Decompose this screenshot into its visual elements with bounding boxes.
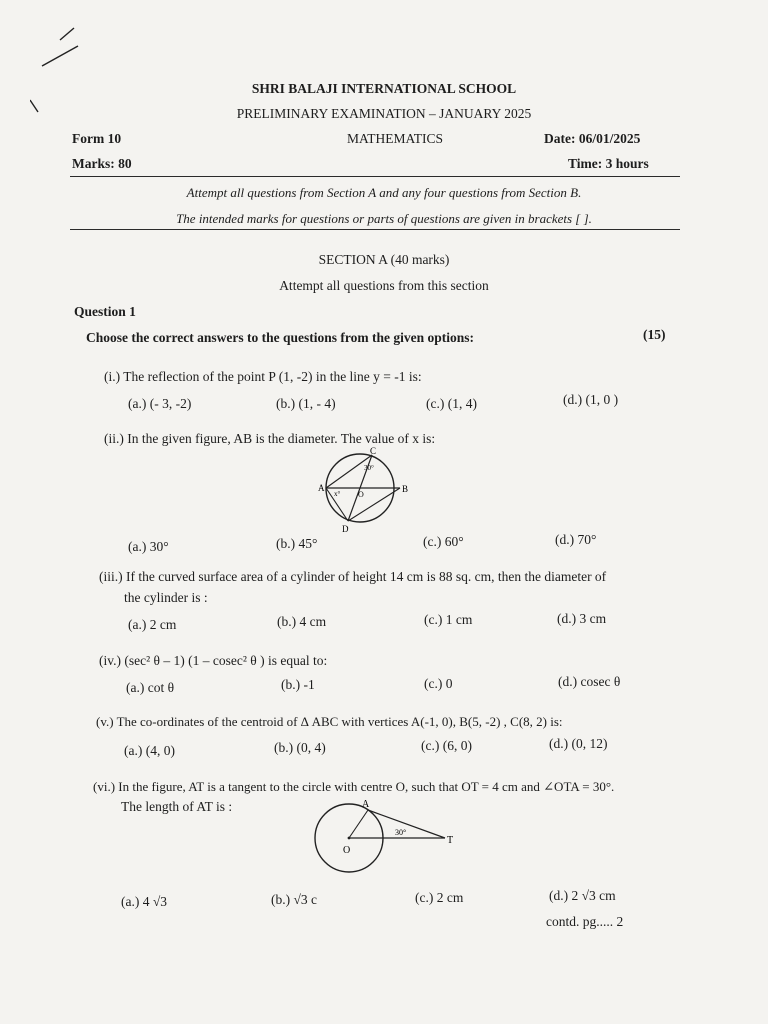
instruction-line-1: Attempt all questions from Section A and any four questions from Section B. bbox=[186, 185, 582, 200]
pen-marks bbox=[30, 20, 90, 140]
question-iv-stem: (iv.) (sec² θ – 1) (1 – cosec² θ ) is equal to: bbox=[99, 653, 328, 668]
option-i-d: (d.) (1, 0 ) bbox=[563, 392, 619, 407]
label-a: A bbox=[362, 799, 370, 810]
label-o: O bbox=[358, 490, 364, 499]
question-label: Question 1 bbox=[74, 304, 136, 319]
angle-30-label: 30° bbox=[395, 828, 407, 837]
option-iv-a: (a.) cot θ bbox=[126, 680, 175, 695]
label-b: B bbox=[402, 484, 409, 494]
label-c: C bbox=[370, 446, 377, 456]
radius-oa bbox=[349, 810, 368, 838]
option-iii-a: (a.) 2 cm bbox=[128, 617, 177, 632]
label-t: T bbox=[447, 835, 454, 846]
question-vi-stem-2: The length of AT is : bbox=[121, 799, 233, 814]
option-iii-b: (b.) 4 cm bbox=[277, 614, 327, 629]
option-v-d: (d.) (0, 12) bbox=[549, 736, 608, 751]
marks-label: Marks: 80 bbox=[72, 156, 132, 171]
time-label: Time: 3 hours bbox=[568, 156, 649, 171]
option-vi-c: (c.) 2 cm bbox=[415, 890, 464, 905]
label-d: D bbox=[342, 524, 349, 534]
option-iii-d: (d.) 3 cm bbox=[557, 611, 607, 626]
option-vi-b: (b.) √3 c bbox=[271, 892, 318, 907]
section-subtitle: Attempt all questions from this section bbox=[279, 278, 489, 293]
form-label: Form 10 bbox=[72, 131, 122, 146]
option-ii-a: (a.) 30° bbox=[128, 539, 169, 554]
label-a: A bbox=[318, 483, 325, 493]
question-ii-stem: (ii.) In the given figure, AB is the diameter. The value of x is: bbox=[104, 431, 436, 446]
section-title: SECTION A (40 marks) bbox=[318, 252, 450, 267]
angle-x-label: x° bbox=[334, 490, 341, 498]
angle-30-label: 30° bbox=[364, 464, 374, 472]
option-ii-d: (d.) 70° bbox=[555, 532, 597, 547]
option-iii-c: (c.) 1 cm bbox=[424, 612, 473, 627]
option-vi-a: (a.) 4 √3 bbox=[121, 894, 168, 909]
question-marks: (15) bbox=[643, 327, 666, 342]
option-ii-c: (c.) 60° bbox=[423, 534, 464, 549]
option-v-c: (c.) (6, 0) bbox=[421, 738, 472, 753]
exam-title: PRELIMINARY EXAMINATION – JANUARY 2025 bbox=[236, 106, 532, 121]
option-iv-d: (d.) cosec θ bbox=[558, 674, 621, 689]
school-name: SHRI BALAJI INTERNATIONAL SCHOOL bbox=[251, 81, 517, 96]
option-vi-d: (d.) 2 √3 cm bbox=[549, 888, 616, 903]
centre-point bbox=[348, 837, 351, 840]
option-i-a: (a.) (- 3, -2) bbox=[128, 396, 192, 411]
question-iii-stem-2: the cylinder is : bbox=[124, 590, 208, 605]
continued-note: contd. pg..... 2 bbox=[546, 914, 624, 929]
chord-db bbox=[348, 488, 400, 521]
option-iv-c: (c.) 0 bbox=[424, 676, 453, 691]
option-iv-b: (b.) -1 bbox=[281, 677, 315, 692]
question-prompt: Choose the correct answers to the questions from the given options: bbox=[86, 330, 474, 345]
question-iii-stem-1: (iii.) If the curved surface area of a cylinder of height 14 cm is 88 sq. cm, then the diameter of bbox=[99, 569, 607, 584]
tangent-circle-figure bbox=[305, 793, 465, 873]
option-i-b: (b.) (1, - 4) bbox=[276, 396, 336, 411]
instructions-divider bbox=[70, 229, 680, 230]
option-i-c: (c.) (1, 4) bbox=[426, 396, 477, 411]
question-v-stem: (v.) The co-ordinates of the centroid of Δ ABC with vertices A(-1, 0), B(5, -2) , C(8, 2) is: bbox=[96, 714, 563, 729]
exam-date: Date: 06/01/2025 bbox=[544, 131, 641, 146]
option-v-b: (b.) (0, 4) bbox=[274, 740, 326, 755]
label-o: O bbox=[343, 845, 351, 856]
header-divider bbox=[70, 176, 680, 177]
circle-diameter-figure bbox=[310, 446, 420, 536]
subject-label: MATHEMATICS bbox=[347, 131, 444, 146]
question-i-stem: (i.) The reflection of the point P (1, -2) in the line y = -1 is: bbox=[104, 369, 422, 384]
question-vi-stem-1: (vi.) In the figure, AT is a tangent to the circle with centre O, such that OT = 4 cm and ∠OTA = 30°. bbox=[93, 779, 615, 794]
instruction-line-2: The intended marks for questions or parts of questions are given in brackets [ ]. bbox=[176, 211, 592, 226]
option-v-a: (a.) (4, 0) bbox=[124, 743, 175, 758]
option-ii-b: (b.) 45° bbox=[276, 536, 318, 551]
